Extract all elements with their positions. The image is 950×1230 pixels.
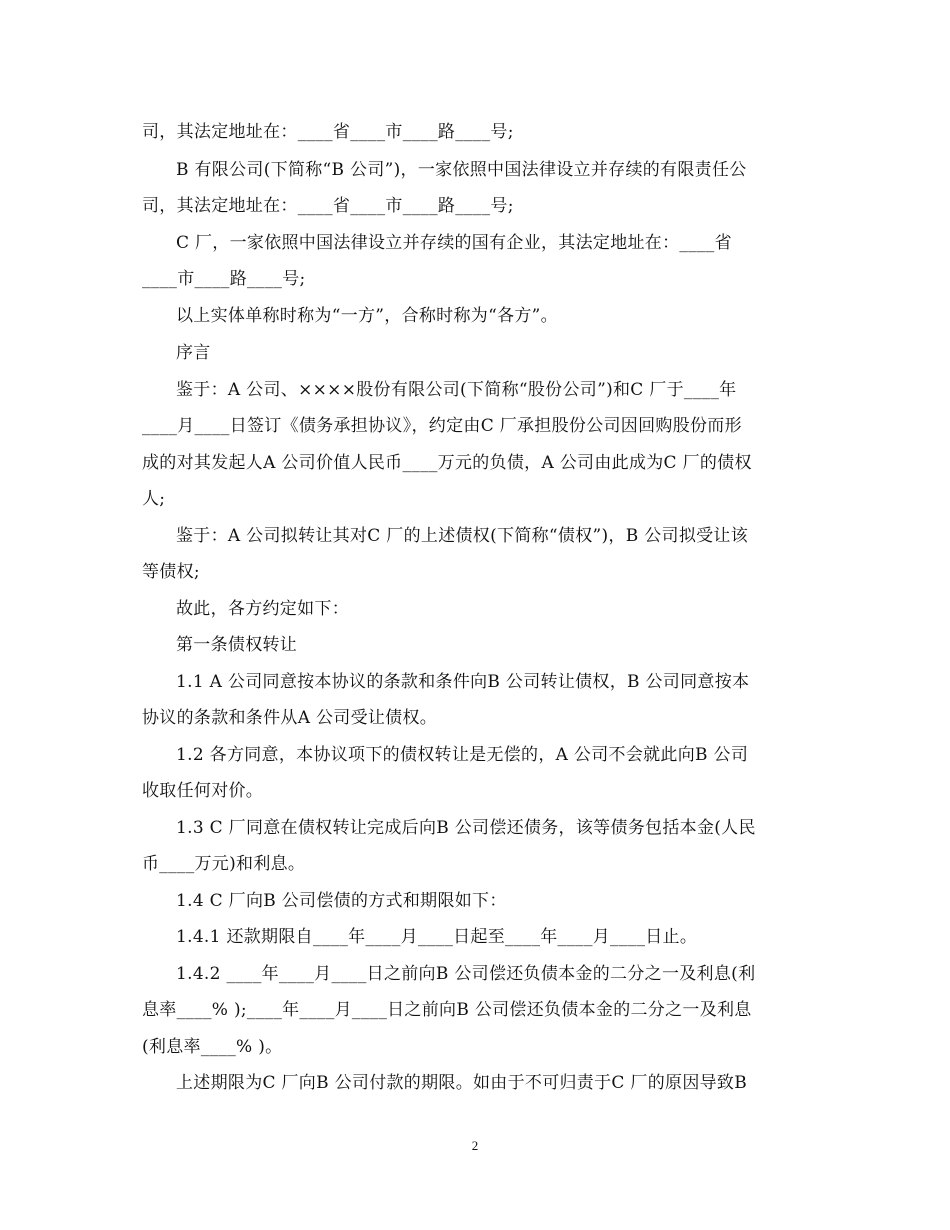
text-line: 1.2 各方同意，本协议项下的债权转让是无偿的，A 公司不会就此向B 公司	[176, 745, 749, 765]
text-line: 协议的条款和条件从A 公司受让债权。	[142, 708, 438, 728]
text-line: 故此，各方约定如下：	[176, 599, 349, 619]
text-line: 1.4 C 厂向B 公司偿债的方式和期限如下：	[176, 891, 507, 911]
text-line: 1.4.1 还款期限自____年____月____日起至____年____月____日止。	[176, 927, 698, 947]
text-line: 收取任何对价。	[142, 781, 264, 801]
text-line: ____月____日签订《债务承担协议》，约定由C 厂承担股份公司因回购股份而形	[142, 416, 742, 436]
text-line: B 有限公司(下简称“B 公司”)，一家依照中国法律设立并存续的有限责任公	[176, 160, 747, 180]
text-line: 成的对其发起人A 公司价值人民币____万元的负债，A 公司由此成为C 厂的债权	[142, 453, 752, 473]
text-line: 以上实体单称时称为“一方”，合称时称为“各方”。	[176, 306, 558, 326]
text-line: ____市____路____号;	[142, 269, 306, 289]
text-line: 等债权;	[142, 562, 200, 582]
text-line: 司，其法定地址在：____省____市____路____号;	[142, 122, 514, 142]
text-line: 1.4.2 ____年____月____日之前向B 公司偿还负债本金的二分之一及利息(利	[176, 964, 756, 984]
text-line: 币____万元)和利息。	[142, 854, 306, 874]
text-line: 司，其法定地址在：____省____市____路____号;	[142, 196, 514, 216]
page-number: 2	[471, 1138, 479, 1153]
text-line: 鉴于：A 公司、××××股份有限公司(下简称“股份公司”)和C 厂于____年	[176, 380, 737, 400]
section-heading: 序言	[176, 343, 211, 363]
text-line: 上述期限为C 厂向B 公司付款的期限。如由于不可归责于C 厂的原因导致B	[176, 1073, 748, 1093]
text-line: C 厂，一家依照中国法律设立并存续的国有企业，其法定地址在：____省	[176, 233, 732, 253]
text-line: (利息率____% )。	[142, 1037, 283, 1057]
section-heading: 第一条债权转让	[176, 635, 298, 655]
text-line: 人;	[142, 489, 166, 509]
text-line: 息率____% );____年____月____日之前向B 公司偿还负债本金的二分之一及利息	[142, 1000, 752, 1020]
text-line: 1.1 A 公司同意按本协议的条款和条件向B 公司转让债权，B 公司同意按本	[176, 672, 750, 692]
text-line: 鉴于：A 公司拟转让其对C 厂的上述债权(下简称“债权”)，B 公司拟受让该	[176, 526, 749, 546]
text-line: 1.3 C 厂同意在债权转让完成后向B 公司偿还债务，该等债务包括本金(人民	[176, 818, 756, 838]
